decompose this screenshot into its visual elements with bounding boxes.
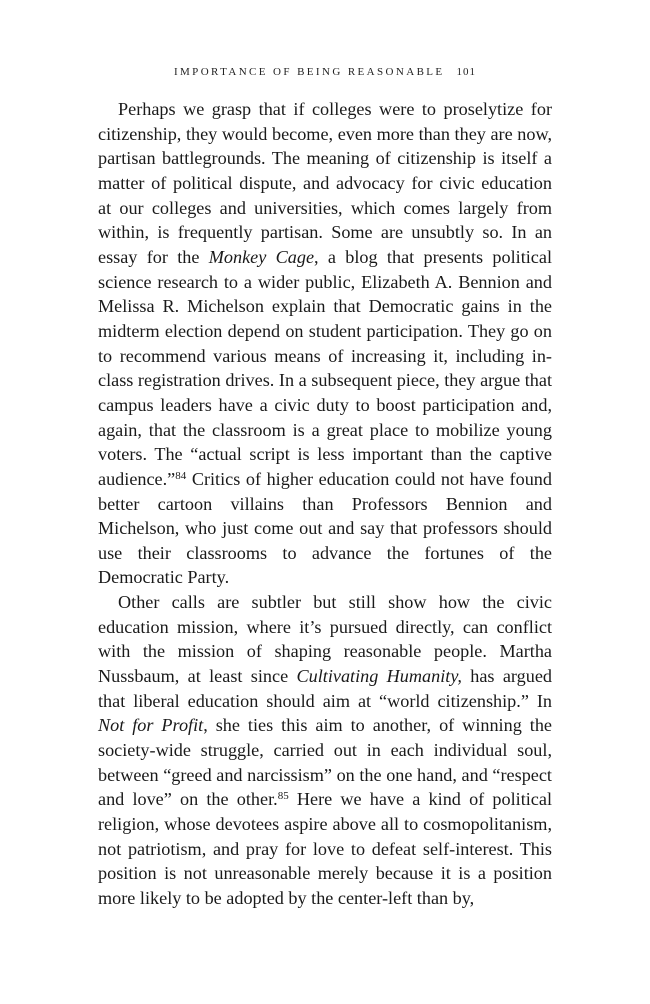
page-number: 101 (456, 66, 477, 78)
footnote-marker: 84 (175, 469, 187, 482)
text-run: Perhaps we grasp that if colleges were to proselytize for citizenship, they would become, even more than they are now, partisan battlegrounds. The meaning of citizenship is itself a matter of political dispute, and advocacy for civic education at our colleges and universities, which comes largely from within, is frequently partisan. Some are unsubtly so. In an essay for the (98, 99, 552, 267)
body-text (98, 97, 552, 911)
text-run: has argued that liberal education should aim at “world citizenship.” In (98, 666, 552, 711)
book-title: Not for Profit (98, 715, 204, 736)
running-head-title: IMPORTANCE OF BEING REASONABLE (173, 66, 445, 78)
paragraph (98, 97, 552, 590)
text-run: Critics of higher education could not have found better cartoon villains than Professors Bennion and Michelson, who just come out and say that professors should use their classrooms to advance the fortunes of the Democratic Party. (98, 468, 552, 588)
text-run: Other calls are subtler but still show how the civic education mission, where it’s pursued directly, can conflict with the mission of shaping reasonable people. Martha Nussbaum, at least since (98, 592, 552, 687)
publication-title: Monkey Cage (208, 246, 315, 267)
running-head (0, 66, 650, 78)
book-title: Cultivating Humanity, (296, 666, 462, 687)
text-run: , a blog that presents political science research to a wider public, Elizabeth A. Bennion and Melissa R. Michelson explain that Democratic gains in the midterm election depend on student participation. They go on to recommend various means of increasing it, including in-class registration drives. In a subsequent piece, they argue that campus leaders have a civic duty to boost participation and, again, that the classroom is a great place to mobilize young voters. The “actual script is less important than the captive audience.” (98, 246, 553, 489)
footnote-marker: 85 (277, 790, 289, 803)
text-run: , she ties this aim to another, of winning the society-wide struggle, carried out in each individual soul, between “greed and narcissism” on the one hand, and “respect and love” on the other. (98, 715, 552, 810)
text-run: Here we have a kind of political religion, whose devotees aspire above all to cosmopolitanism, not patriotism, and pray for love to defeat self-interest. This position is not unreasonable merely because it is a position more likely to be adopted by the center-left than by, (98, 789, 553, 908)
paragraph (98, 590, 552, 911)
